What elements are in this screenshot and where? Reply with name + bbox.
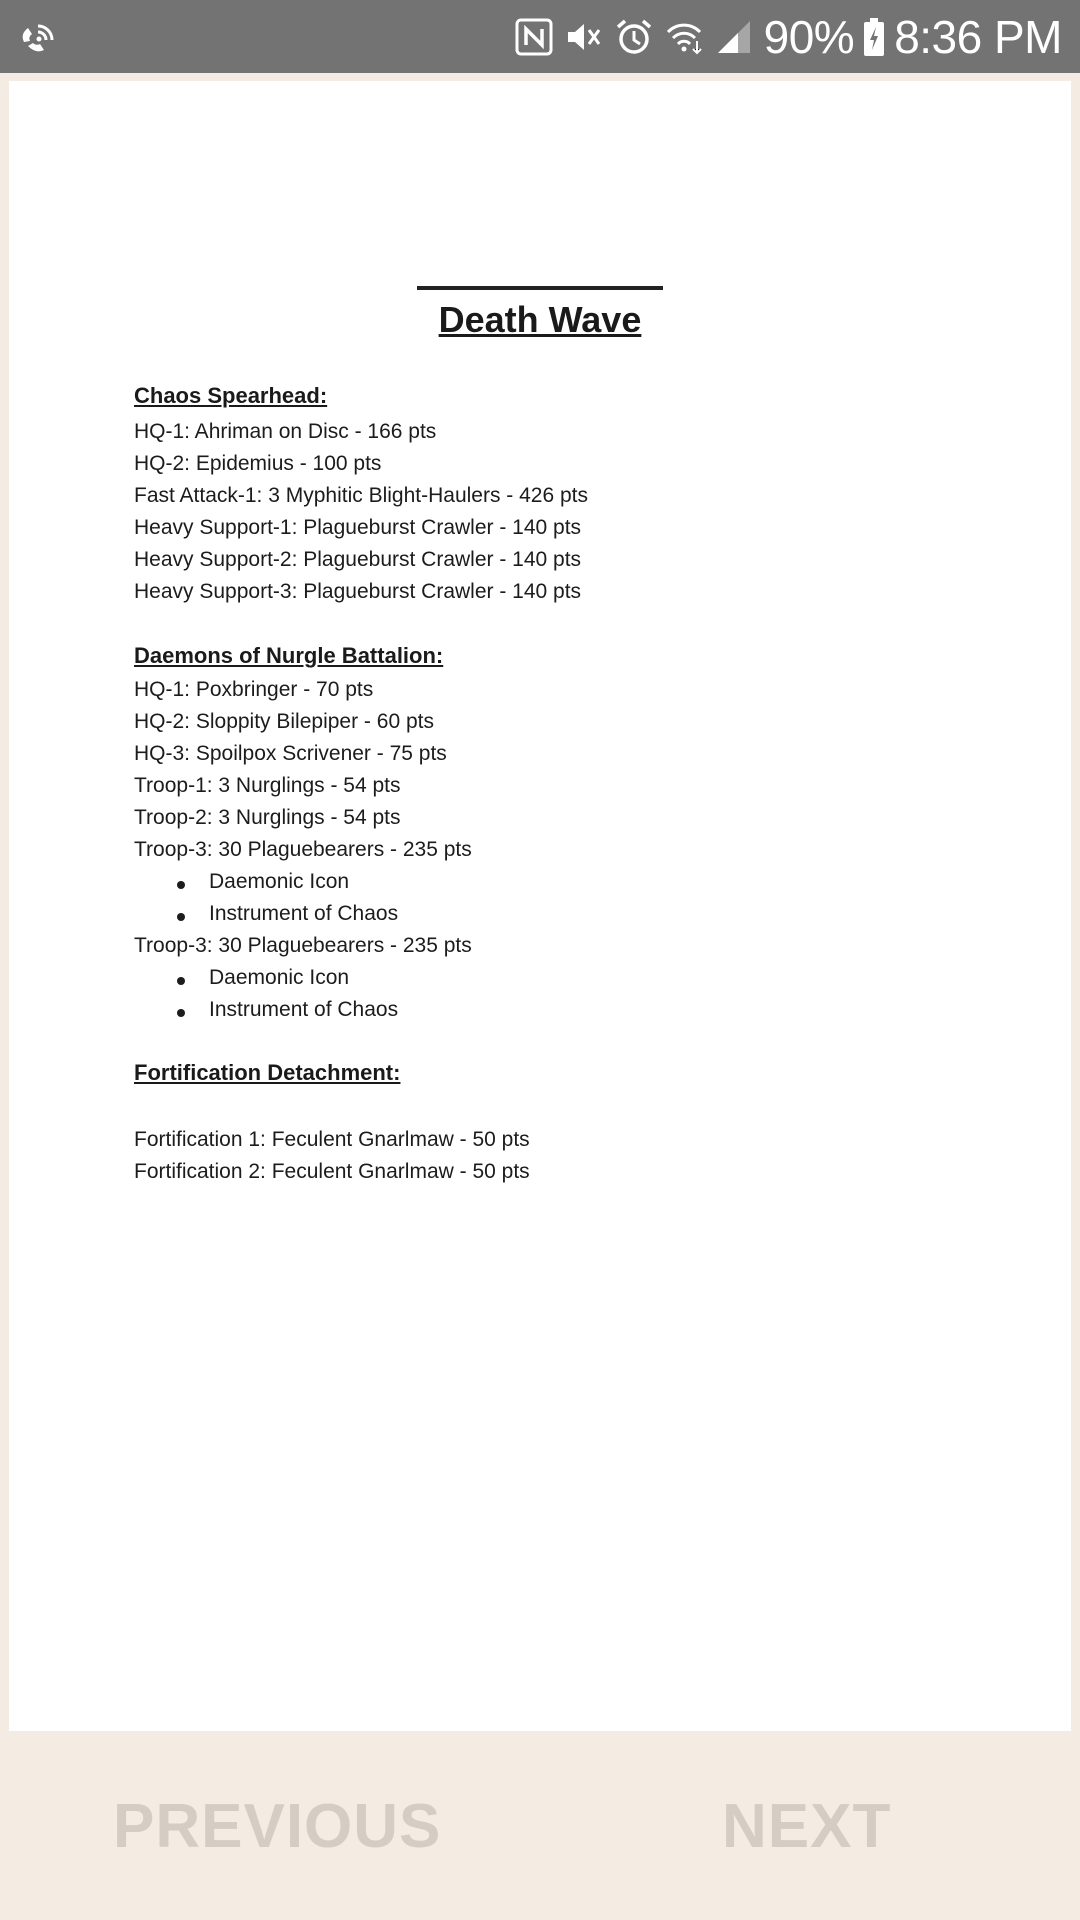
list-item: Heavy Support-1: Plagueburst Crawler - 140 pts xyxy=(134,516,582,539)
alarm-icon xyxy=(614,17,654,57)
battery-charging-icon xyxy=(864,18,884,56)
mute-icon xyxy=(564,17,604,57)
clock: 8:36 PM xyxy=(894,10,1062,63)
bullet-icon xyxy=(177,913,185,921)
bullet-icon xyxy=(177,977,185,985)
section-heading-chaos-spearhead: Chaos Spearhead: xyxy=(134,383,328,408)
nfc-icon xyxy=(514,17,554,57)
bullet-item: Daemonic Icon xyxy=(209,870,350,893)
status-bar xyxy=(0,0,1080,73)
bullet-icon xyxy=(177,881,185,889)
bullet-item: Daemonic Icon xyxy=(209,966,350,989)
list-item: HQ-1: Poxbringer - 70 pts xyxy=(134,678,374,701)
list-item: Fast Attack-1: 3 Myphitic Blight-Haulers - 426 pts xyxy=(134,484,589,507)
document-page xyxy=(9,81,1071,1731)
wifi-icon xyxy=(664,17,704,57)
list-item: Fortification 1: Feculent Gnarlmaw - 50 pts xyxy=(134,1128,530,1151)
list-item: Heavy Support-2: Plagueburst Crawler - 140 pts xyxy=(134,548,582,571)
battery-percent: 90% xyxy=(763,10,855,63)
section-heading-fortification: Fortification Detachment: xyxy=(134,1060,401,1085)
bullet-item: Instrument of Chaos xyxy=(209,902,399,925)
document-title: Death Wave xyxy=(438,299,642,340)
bullet-item: Instrument of Chaos xyxy=(209,998,399,1021)
list-item: Fortification 2: Feculent Gnarlmaw - 50 pts xyxy=(134,1160,530,1183)
list-item: Troop-3: 30 Plaguebearers - 235 pts xyxy=(134,838,472,861)
list-item: Troop-2: 3 Nurglings - 54 pts xyxy=(134,806,401,829)
next-button[interactable]: NEXT xyxy=(722,1792,892,1861)
bottom-navigation xyxy=(0,1731,1080,1920)
previous-button[interactable]: PREVIOUS xyxy=(113,1792,442,1861)
bullet-icon xyxy=(177,1009,185,1017)
list-item: Heavy Support-3: Plagueburst Crawler - 140 pts xyxy=(134,580,582,603)
list-item: HQ-3: Spoilpox Scrivener - 75 pts xyxy=(134,742,447,765)
signal-icon xyxy=(714,17,754,57)
list-item: HQ-2: Epidemius - 100 pts xyxy=(134,452,382,475)
list-item: Troop-3: 30 Plaguebearers - 235 pts xyxy=(134,934,472,957)
list-item: HQ-2: Sloppity Bilepiper - 60 pts xyxy=(134,710,434,733)
list-item: HQ-1: Ahriman on Disc - 166 pts xyxy=(134,420,437,443)
section-heading-daemons-battalion: Daemons of Nurgle Battalion: xyxy=(134,643,444,668)
list-item: Troop-1: 3 Nurglings - 54 pts xyxy=(134,774,401,797)
title-rule xyxy=(417,286,663,290)
wifi-calling-icon xyxy=(14,12,62,60)
